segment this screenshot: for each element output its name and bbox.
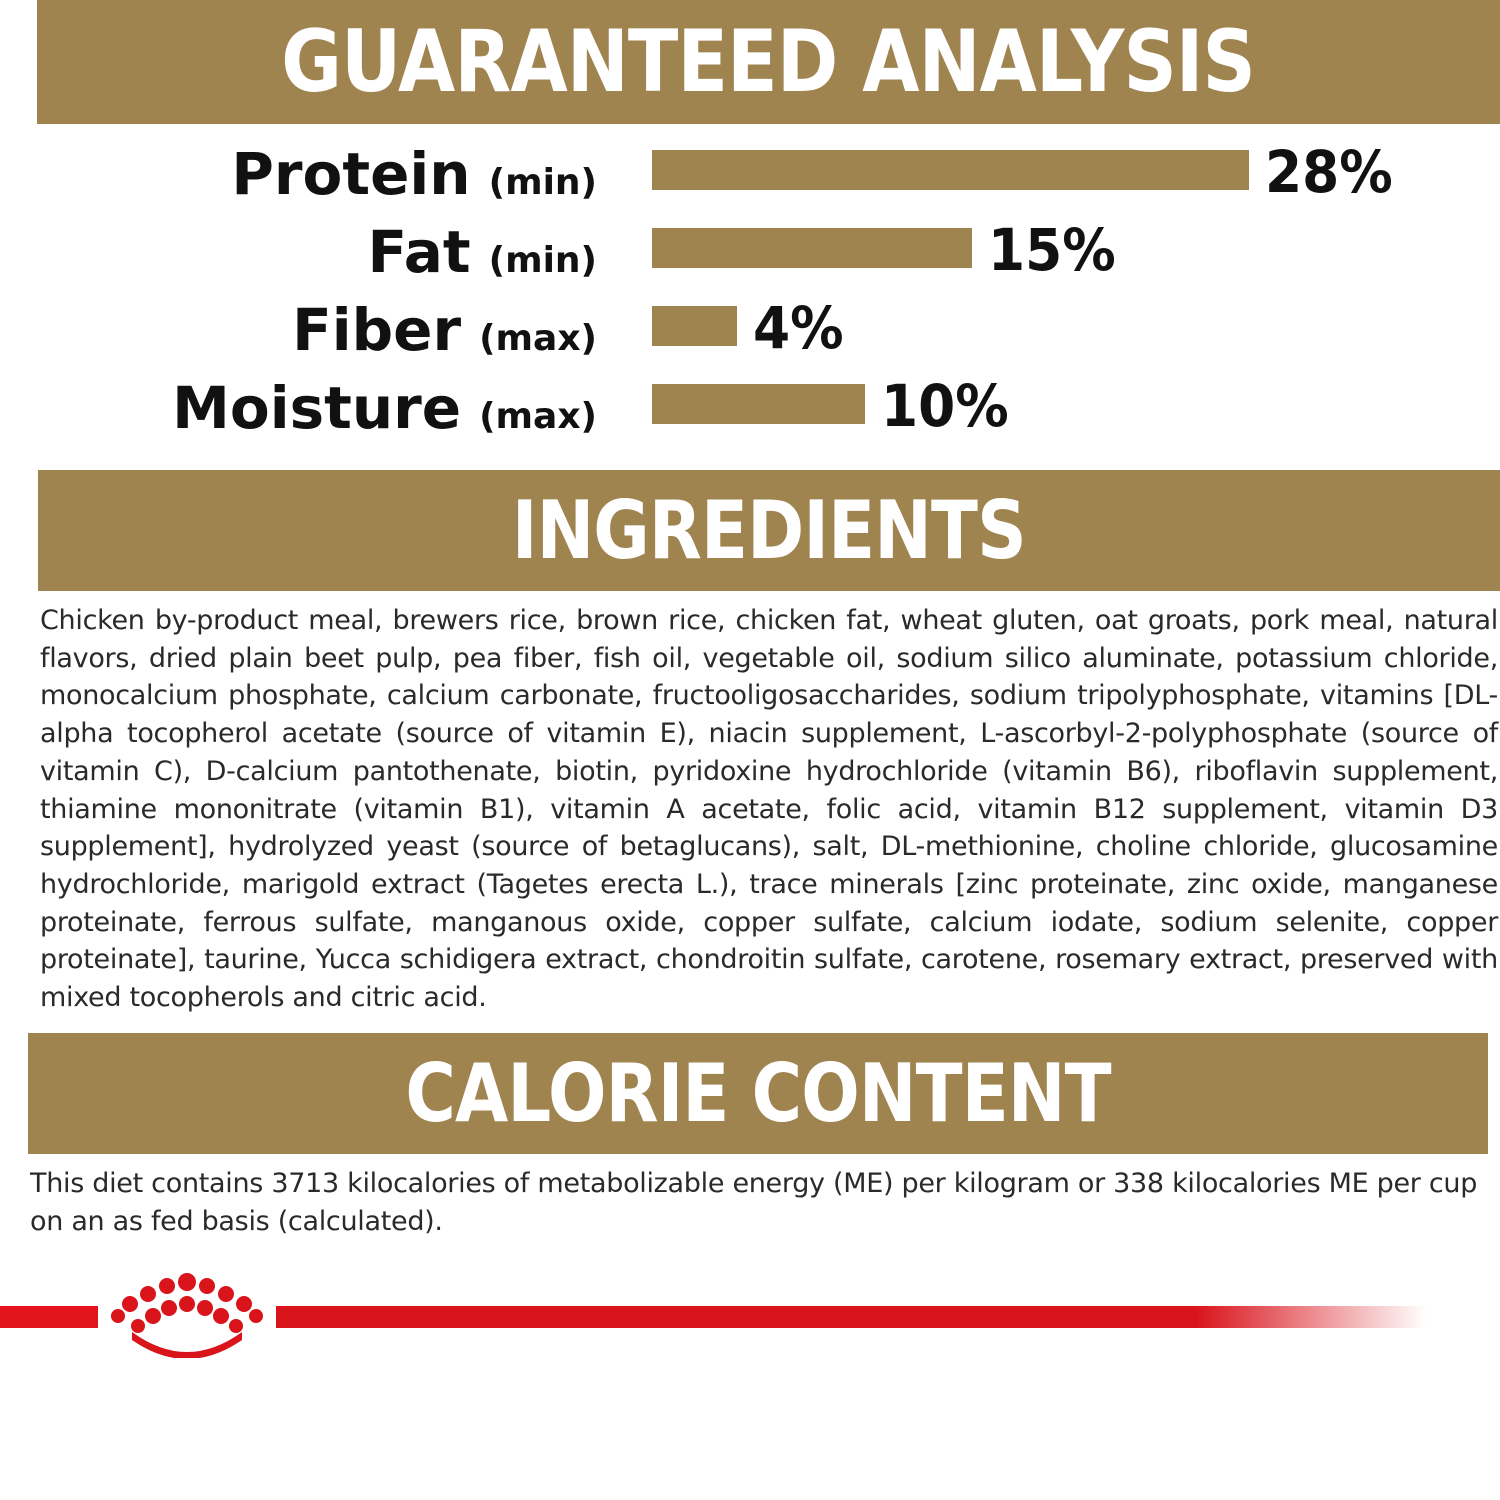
nutrient-value: 28% <box>1265 138 1393 206</box>
nutrient-label <box>172 374 597 442</box>
ingredients-heading <box>38 470 1500 591</box>
nutrient-value: 10% <box>881 372 1009 440</box>
calorie-content-text: This diet contains 3713 kilocalories of metabolizable energy (ME) per kilogram or 338 kilocalories ME per cup on an as fed basis (calculated). <box>30 1168 1478 1237</box>
nutrient-label <box>231 140 597 208</box>
nutrient-row-moisture <box>0 372 1500 442</box>
nutrient-bar <box>652 306 737 346</box>
ingredients-text: Chicken by-product meal, brewers rice, brown rice, chicken fat, wheat gluten, oat groats, pork meal, natural flavors, dried plain beet pulp, pea fiber, fish oil, vegetable oil, sodium silico aluminate, potassium chloride, monocalcium phosphate, calcium carbonate, fructooligosaccharides, sodium tripolyphosphate, vitamins [DL-alpha tocopherol acetate (source of vitamin E), niacin supplement, L-ascorbyl-2-polyphosphate (source of vitamin C), D-calcium pantothenate, biotin, pyridoxine hydrochloride (vitamin B6), riboflavin supplement, thiamine mononitrate (vitamin B1), vitamin A acetate, folic acid, vitamin B12 supplement, vitamin D3 supplement], hydrolyzed yeast (source of betaglucans), salt, DL-methionine, choline chloride, glucosamine hydrochloride, marigold extract (Tagetes erecta L.), trace minerals [zinc proteinate, zinc oxide, manganese proteinate, ferrous sulfate, manganous oxide, copper sulfate, calcium iodate, sodium selenite, copper proteinate], taurine, Yucca schidigera extract, chondroitin sulfate, carotene, rosemary extract, preserved with mixed tocopherols and citric acid. <box>40 605 1498 1014</box>
nutrient-label <box>292 296 597 364</box>
ingredients-heading-text: INGREDIENTS <box>512 484 1026 577</box>
nutrient-name: Fiber <box>292 296 462 364</box>
royal-canin-crown-icon <box>108 1272 266 1358</box>
nutrient-bar <box>652 384 865 424</box>
nutrient-qualifier: (max) <box>479 318 597 359</box>
nutrient-name: Protein <box>231 140 471 208</box>
nutrient-name: Moisture <box>172 374 462 442</box>
nutrient-value: 15% <box>988 216 1116 284</box>
calorie-content-heading <box>28 1033 1488 1154</box>
nutrient-row-fiber <box>0 294 1500 364</box>
nutrient-qualifier: (min) <box>488 240 597 281</box>
calorie-content-heading-text: CALORIE CONTENT <box>405 1047 1111 1140</box>
nutrient-qualifier: (min) <box>488 162 597 203</box>
guaranteed-analysis-heading <box>37 0 1500 124</box>
nutrient-row-protein <box>0 138 1500 208</box>
guaranteed-analysis-heading-text: GUARANTEED ANALYSIS <box>281 12 1256 112</box>
nutrient-value: 4% <box>753 294 844 362</box>
nutrient-name: Fat <box>367 218 471 286</box>
footer-red-line-right <box>276 1306 1426 1328</box>
nutrient-bar <box>652 228 972 268</box>
nutrient-bar <box>652 150 1249 190</box>
footer-red-line-left <box>0 1306 98 1328</box>
nutrient-qualifier: (max) <box>479 396 597 437</box>
nutrient-label <box>367 218 597 286</box>
nutrient-row-fat <box>0 216 1500 286</box>
